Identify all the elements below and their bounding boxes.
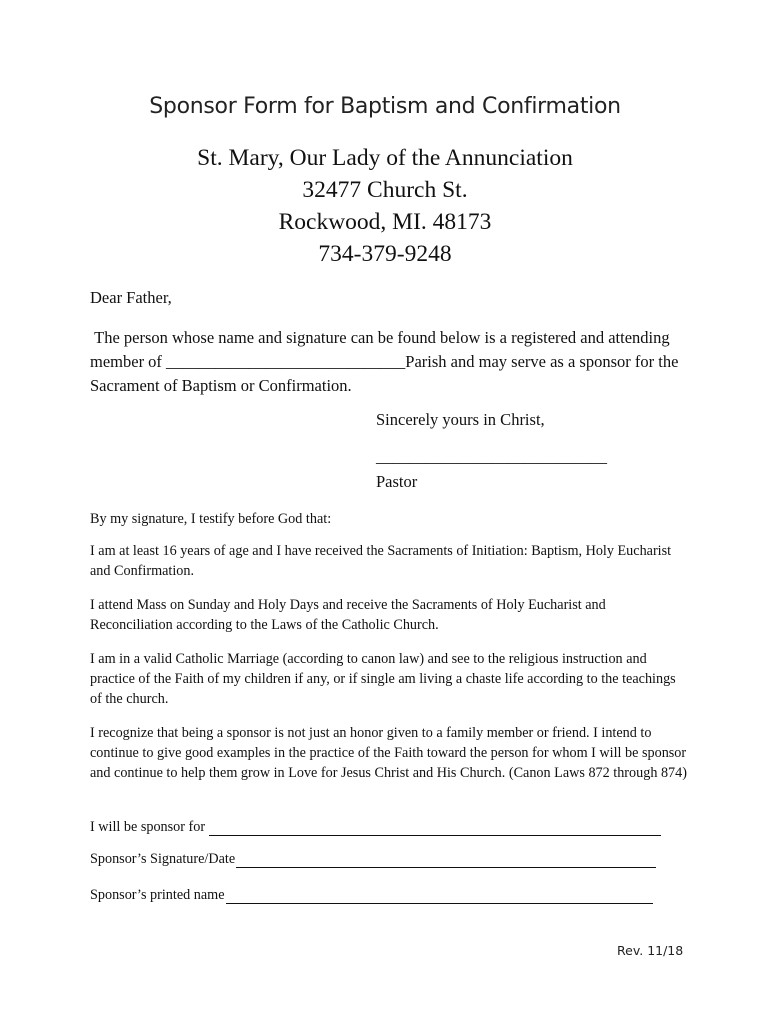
signature-date-label: Sponsor’s Signature/Date: [90, 851, 236, 867]
statement-mass: I attend Mass on Sunday and Holy Days and receive the Sacraments of Holy Eucharist and Reconciliation according to the Laws of the Catholic Church.: [90, 597, 606, 633]
sponsor-for-row: [90, 819, 661, 836]
salutation: Dear Father,: [90, 288, 172, 307]
parish-city: Rockwood, MI. 48173: [278, 209, 492, 235]
sponsor-for-label: I will be sponsor for: [90, 819, 206, 835]
printed-name-field[interactable]: [226, 888, 653, 904]
form-title: Sponsor Form for Baptism and Confirmation: [149, 94, 621, 119]
signature-date-field[interactable]: [236, 852, 656, 868]
pastor-signature-line: ____________________________: [376, 447, 607, 466]
revision-label: Rev. 11/18: [617, 943, 684, 958]
parish-street: 32477 Church St.: [302, 177, 468, 203]
parish-phone: 734-379-9248: [318, 241, 452, 267]
printed-name-row: [90, 887, 653, 904]
parish-header: [0, 142, 770, 270]
statement-age: I am at least 16 years of age and I have received the Sacraments of Initiation: Baptism, Holy Eucharist and Confirmation.: [90, 543, 672, 579]
signature-date-row: [90, 851, 656, 868]
letter-body: The person whose name and signature can be found below is a registered and attending member of _____________________________Parish and may serve as a sponsor for the Sacrament of Baptism or Confirmation.: [90, 328, 683, 395]
statement-sponsor-role: I recognize that being a sponsor is not just an honor given to a family member or friend. I intend to continue to give good examples in the practice of the Faith toward the person for whom I will be sponsor and continue to help them grow in Love for Jesus Christ and His Church. (Canon Laws 872 through 874): [90, 725, 687, 781]
printed-name-label: Sponsor’s printed name: [90, 887, 225, 903]
letter-closing: Sincerely yours in Christ,: [376, 410, 545, 429]
statement-marriage: I am in a valid Catholic Marriage (according to canon law) and see to the religious instruction and practice of the Faith of my children if any, or if single am living a chaste life according to the teachings of the church.: [90, 651, 676, 707]
pastor-label: Pastor: [376, 472, 418, 491]
parish-name: St. Mary, Our Lady of the Annunciation: [197, 145, 573, 171]
testimony-intro: By my signature, I testify before God that:: [90, 511, 332, 527]
sponsor-for-field[interactable]: [209, 820, 661, 836]
